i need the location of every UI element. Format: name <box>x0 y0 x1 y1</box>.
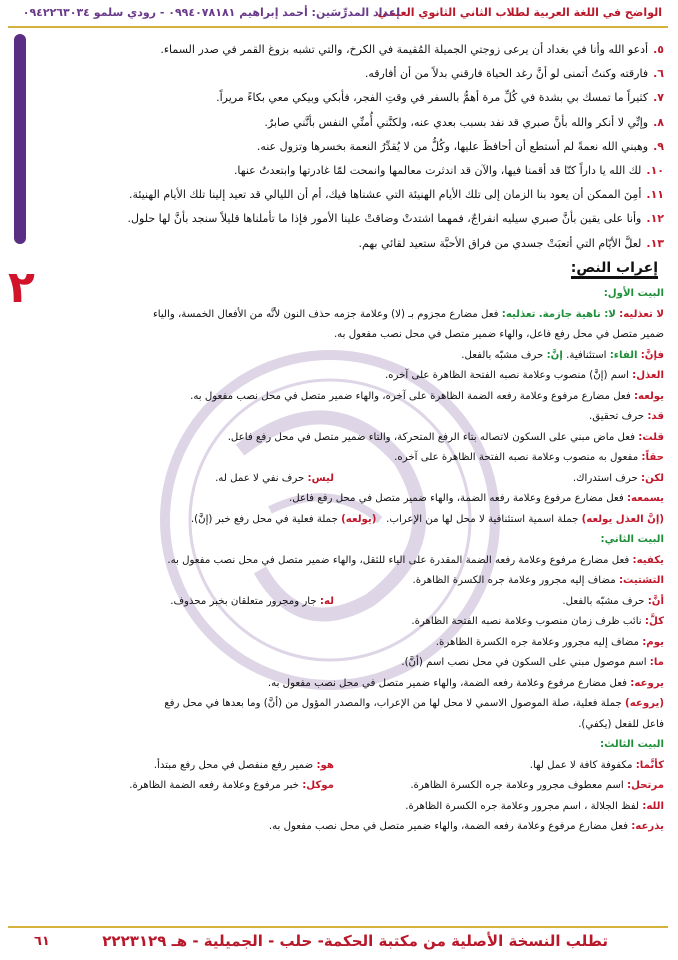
parsed-word: له: <box>319 595 334 607</box>
parsed-word: يسمعه: <box>626 493 664 504</box>
item-number: ١٠. <box>646 163 664 177</box>
parsed-word: حقاً: <box>641 452 664 463</box>
parse-line <box>14 510 664 531</box>
parsed-word: العذل: <box>632 370 664 381</box>
list-item <box>54 159 664 183</box>
item-number: ٩. <box>653 139 664 153</box>
parse-text: ضمير متصل في محل رفع فاعل، والهاء ضمير متصل في محل نصب مفعول به. <box>333 329 664 340</box>
page-number: ٦١ <box>34 934 50 949</box>
item-number: ١٣. <box>646 236 664 250</box>
item-number: ٥. <box>653 43 664 56</box>
parse-text: نائب ظرف زمان منصوب وعلامة نصبه الفتحة الظاهرة. <box>411 616 642 627</box>
parse-line <box>14 817 664 838</box>
parsed-word: يذرعه: <box>631 821 664 832</box>
parse-text: اسم (إنَّ) منصوب وعلامة نصبه الفتحة الظاهرة على آخره. <box>384 370 629 381</box>
parse-line <box>14 612 664 633</box>
parse-line <box>14 551 664 572</box>
parse-line <box>14 448 664 469</box>
parse-text: جملة اسمية استئنافية لا محل لها من الإعراب. <box>386 513 579 525</box>
parsed-word: قد: <box>647 411 664 422</box>
parse-line <box>14 776 664 797</box>
item-text: كثيراً ما تمسك بي بشدة في كُلِّ مرة أهمُّ بالسفر في وقتِ الفجر، فأبكي وبيكي معي بكاءً مريراً. <box>216 91 649 105</box>
section-title: إعراب النص: <box>571 260 658 279</box>
parse-text: اسم معطوف مجرور وعلامة جره الكسرة الظاهرة. <box>410 780 624 791</box>
parsed-word: مرتحل: <box>627 780 664 791</box>
parse-line <box>14 592 664 613</box>
book-title: الواضح في اللغة العربية لطلاب الثاني الثانوي العلمي <box>377 6 662 19</box>
lesson-number: ٢ <box>8 262 35 313</box>
parse-line <box>14 469 664 490</box>
footer-text: تطلب النسخة الأصلية من مكتبة الحكمة- حلب - الجميلية - هـ ٢٢٢٣١٢٩ <box>102 932 608 950</box>
parsed-word: يوم: <box>642 636 664 648</box>
parsed-word: الله: <box>642 800 664 812</box>
parse-line <box>14 428 664 449</box>
item-text: لعلَّ الأيّام التي أتعبَتْ جسدي من فراق الأحبَّة ستعيد لقائي بهم. <box>358 236 642 250</box>
parse-text: مضاف إليه مجرور وعلامة جره الكسرة الظاهرة. <box>435 636 639 648</box>
parse-text: فعل مضارع مرفوع وعلامة رفعه الضمة، والهاء ضمير متصل في محل رفع فاعل. <box>289 493 624 504</box>
parse-text: فعل مضارع مجزوم بـ (لا) وعلامة جزمه حذف النون لأنَّه من الأفعال الخمسة، والياء <box>152 308 499 320</box>
parsed-word: موكل: <box>302 780 334 791</box>
parse-line <box>14 694 664 715</box>
parsed-word: لكن: <box>641 472 664 484</box>
parsed-clause: (يروعه) <box>625 698 664 709</box>
item-number: ٨. <box>653 115 664 129</box>
item-number: ٦. <box>653 67 664 81</box>
parsed-word: يكفيه: <box>632 554 664 566</box>
parse-text: مضاف إليه مجرور وعلامة جره الكسرة الظاهرة. <box>412 575 616 586</box>
parsed-word: قلت: <box>638 431 664 443</box>
parse-text: استئنافية. <box>566 349 607 361</box>
parse-text: حرف مشبّه بالفعل. <box>461 349 544 361</box>
parsed-clause: (يولعه) <box>341 513 377 525</box>
parsed-word: ما: <box>649 657 664 668</box>
parse-line <box>14 305 664 326</box>
parse-line <box>14 325 664 346</box>
item-text: وإنِّي لا أنكر والله بأنَّ صبري قد نفد بسبب بعدي عنه، ولكنَّني أُمنِّي النفس بأنَّني صابرٌ. <box>264 115 649 129</box>
parsed-word: يولعه: <box>633 390 664 402</box>
parse-text: خبر مرفوع وعلامة رفعه الضمة الظاهرة. <box>129 780 299 791</box>
item-text: فارقته وكنتُ أتمنى لو أنَّ رغد الحياة فارقني بدلاً من أن أفارقه. <box>364 67 649 81</box>
parsing-section <box>14 284 664 838</box>
list-item <box>54 38 664 62</box>
item-number: ١٢. <box>646 212 664 226</box>
parse-line <box>14 346 664 367</box>
parse-text: مكفوفة كافة لا عمل لها. <box>529 759 633 771</box>
list-item <box>54 62 664 86</box>
list-item <box>54 86 664 110</box>
parsed-word: الفاء: <box>609 349 638 361</box>
parse-text: جملة فعلية، صلة الموصول الاسمي لا محل لها من الإعراب، والمصدر المؤول من (أنَّ) وما بعدها في محل رفع <box>164 698 622 709</box>
item-text: وهبني الله نعمةً لم أستطع أن أحافظَ عليها، وكُلُّ من لا يُقدِّرُ النعمة بخسرها وتزول عنه. <box>256 139 649 153</box>
parse-line <box>14 407 664 428</box>
parse-line <box>14 387 664 408</box>
parse-text: مفعول به منصوب وعلامة نصبه الفتحة الظاهرة على آخره. <box>394 452 639 463</box>
item-text: وأنا على يقين بأنَّ صبري سيليه انفراجٌ، فمهما اشتدتْ وضاقتْ علينا الأمور فإذا ما تأملناها قليلاً سنجد بأنَّ لها حلول. <box>127 212 642 226</box>
parsed-word: لا تعذليه: <box>619 308 664 320</box>
parsed-word: هو: <box>316 759 334 771</box>
list-item <box>54 135 664 159</box>
parse-text: حرف نفي لا عمل له. <box>215 472 305 484</box>
sentence-list <box>54 38 664 256</box>
parsed-word: كأنَّما: <box>635 759 664 771</box>
parse-text: جملة فعلية في محل رفع خبر (إنَّ). <box>190 513 338 525</box>
parsed-clause: (إنَّ العذل يولعه) <box>581 513 664 525</box>
parse-line <box>14 366 664 387</box>
parse-line <box>14 674 664 695</box>
parse-line <box>14 489 664 510</box>
parse-text: جار ومجرور متعلقان بخبر محذوف. <box>170 595 317 607</box>
parse-line <box>14 797 664 818</box>
parsed-word: لا: ناهية جازمة. <box>538 308 616 320</box>
page-footer <box>8 926 668 956</box>
parsed-word: ليس: <box>307 472 334 484</box>
parse-text: فعل مضارع مرفوع وعلامة رفعه الضمة، والهاء ضمير متصل في محل نصب مفعول به. <box>268 821 628 832</box>
parsed-word: إنَّ: <box>546 349 563 361</box>
parsed-word: تعذليه: <box>501 308 536 320</box>
parse-text: فعل مضارع مرفوع وعلامة رفعه الضمة، والهاء ضمير متصل في محل نصب مفعول به. <box>267 677 628 689</box>
parse-line <box>14 571 664 592</box>
item-text: أمِنَ الممكن أن يعود بنا الزمان إلى تلك الأيام الهنيئة التي عشناها فيك، أم أن الليالي قد تعيد إلينا تلك الأيام الهنيئة. <box>129 188 642 202</box>
parse-text: لفظ الجلالة ، اسم مجرور وعلامة جره الكسرة الظاهرة. <box>405 800 640 812</box>
list-item <box>54 111 664 135</box>
list-item <box>54 207 664 231</box>
parse-line <box>14 715 664 736</box>
item-text: لك الله يا داراً كنّا قد أقمنا فيها، والآن قد اندثرت معالمها وانمحت لمّا غادرتها وابتعدتُ عنها. <box>233 163 642 177</box>
parse-text: فعل ماض مبني على السكون لاتصاله بتاء الرفع المتحركة، والتاء ضمير متصل في محل رفع فاعل. <box>227 431 636 443</box>
parse-text: فاعل للفعل (يكفي). <box>578 718 664 730</box>
parse-text: حرف تحقيق. <box>589 411 645 422</box>
parsed-word: كلَّ: <box>644 616 664 627</box>
parse-line <box>14 653 664 674</box>
parse-text: فعل مضارع مرفوع وعلامة رفعه الضمة الظاهرة على آخره، والهاء ضمير متصل في محل نصب مفعول به. <box>190 390 631 402</box>
parse-text: حرف مشبّه بالفعل. <box>562 595 645 607</box>
parse-line <box>14 756 664 777</box>
parsed-word: يروعه: <box>630 677 664 689</box>
item-number: ٧. <box>653 91 664 105</box>
list-item <box>54 183 664 207</box>
page-header <box>8 4 668 28</box>
verse-heading: البيت الأول: <box>603 288 664 299</box>
item-text: أدعو الله وأنا في بغداد أن يرعى زوجتي الجميلة المُقيمة في الكرخ، والتي تشبه بزوغ القمر في صدر السماء. <box>160 43 649 56</box>
parsed-word: فإنَّ: <box>640 349 664 361</box>
list-item <box>54 232 664 256</box>
parse-line <box>14 633 664 654</box>
verse-heading: البيت الثاني: <box>600 534 664 545</box>
parse-text: فعل مضارع مرفوع وعلامة رفعه الضمة المقدرة على الياء للثقل، والهاء ضمير متصل في محل نصب مفعول به. <box>167 554 630 566</box>
parsed-word: أنَّ: <box>647 595 664 607</box>
margin-bar <box>14 34 26 244</box>
authors-line: إعداد المدرِّسَين: أحمد إبراهيم ٠٩٩٤٠٧٨١٨١ - رودي سلمو ٠٩٤٢٢٦٣٠٣٤ <box>22 6 400 19</box>
parse-text: حرف استدراك. <box>572 472 638 484</box>
item-number: ١١. <box>646 188 664 202</box>
parse-text: اسم موصول مبني على السكون في محل نصب اسم (أنَّ). <box>401 657 647 668</box>
verse-heading: البيت الثالث: <box>600 739 664 750</box>
parsed-word: التشتيت: <box>618 575 664 586</box>
parse-text: ضمير رفع منفصل في محل رفع مبتدأ. <box>153 759 314 771</box>
